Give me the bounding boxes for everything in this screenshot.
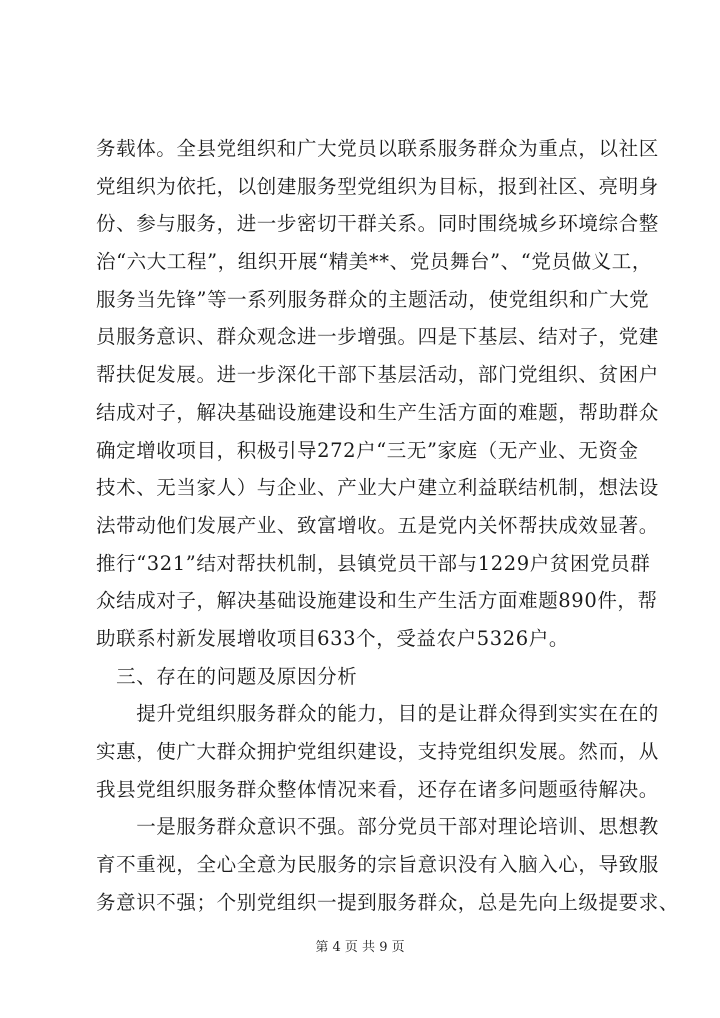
text-line: 实惠，使广大群众拥护党组织建设，支持党组织发展。然而，从	[96, 740, 659, 763]
text-line: 份、参与服务，进一步密切干群关系。同时围绕城乡环境综合整	[96, 212, 659, 236]
text-line: 我县党组织服务群众整体情况来看，还存在诸多问题亟待解决。	[96, 777, 659, 801]
text-line: 一是服务群众意识不强。部分党员干部对理论培训、思想教	[96, 815, 659, 839]
text-line: 治“六大工程”，组织开展“精美**、党员舞台”、“党员做义工，	[96, 250, 652, 274]
text-line: 众结成对子，解决基础设施建设和生产生活方面难题890件，帮	[96, 589, 658, 613]
text-line: 技术、无当家人）与企业、产业大户建立利益联结机制，想法设	[96, 476, 659, 500]
text-line: 法带动他们发展产业、致富增收。五是党内关怀帮扶成效显著。	[96, 513, 659, 537]
text-line: 党组织为依托，以创建服务型党组织为目标，报到社区、亮明身	[96, 174, 659, 198]
text-line: 服务当先锋”等一系列服务群众的主题活动，使党组织和广大党	[96, 287, 650, 311]
text-line: 帮扶促发展。进一步深化干部下基层活动，部门党组织、贫困户	[96, 363, 659, 387]
section-heading: 三、存在的问题及原因分析	[96, 664, 358, 688]
text-line: 务载体。全县党组织和广大党员以联系服务群众为重点，以社区	[96, 137, 659, 160]
page-footer	[0, 936, 720, 955]
text-line: 员服务意识、群众观念进一步增强。四是下基层、结对子，党建	[96, 325, 659, 349]
text-line: 务意识不强；个别党组织一提到服务群众，总是先向上级提要求、	[96, 890, 679, 914]
body-text	[96, 130, 679, 921]
page-number-label: 第 4 页 共 9 页	[315, 940, 405, 955]
text-line: 提升党组织服务群众的能力，目的是让群众得到实实在在的	[96, 702, 659, 726]
text-line: 推行“321”结对帮扶机制，县镇党员干部与1229户贫困党员群	[96, 551, 651, 575]
text-line: 助联系村新发展增收项目633个，受益农户5326户。	[96, 626, 569, 650]
text-line: 结成对子，解决基础设施建设和生产生活方面的难题，帮助群众	[96, 400, 659, 424]
text-line: 确定增收项目，积极引导272户“三无”家庭（无产业、无资金	[96, 438, 639, 462]
text-line: 育不重视，全心全意为民服务的宗旨意识没有入脑入心，导致服	[96, 853, 659, 877]
